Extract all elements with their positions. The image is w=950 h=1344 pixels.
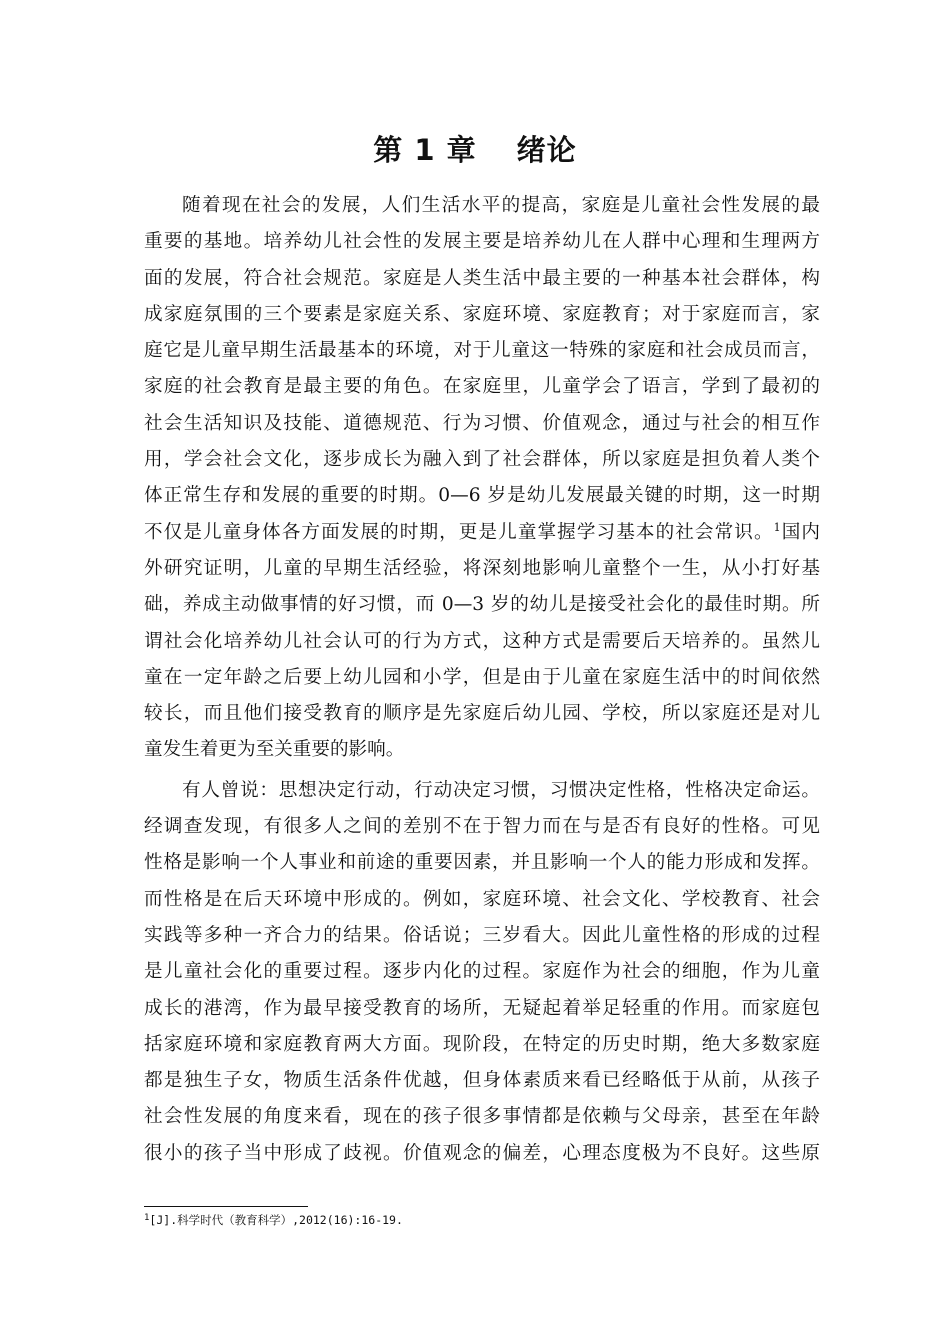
paragraph-line: 括家庭环境和家庭教育两大方面。现阶段，在特定的历史时期，绝大多数家庭 — [144, 1033, 820, 1055]
paragraph-line: 体正常生存和发展的重要的时期。0—6 岁是幼儿发展最关键的时期，这一时期 — [144, 485, 820, 507]
paragraph-line-with-footnote — [144, 515, 820, 551]
footnote-mark: 1 — [144, 1213, 150, 1223]
paragraph-line: 性格是影响一个人事业和前途的重要因素，并且影响一个人的能力形成和发挥。 — [144, 852, 820, 874]
paragraph-line: 很小的孩子当中形成了歧视。价值观念的偏差，心理态度极为不良好。这些原 — [144, 1142, 820, 1164]
paragraph-line: 成家庭氛围的三个要素是家庭关系、家庭环境、家庭教育；对于家庭而言，家 — [144, 303, 820, 325]
paragraph-line: 谓社会化培养幼儿社会认可的行为方式，这种方式是需要后天培养的。虽然儿 — [144, 630, 820, 652]
chapter-name: 绪论 — [516, 133, 577, 167]
paragraph-line: 社会生活知识及技能、道德规范、行为习惯、价值观念，通过与社会的相互作 — [144, 412, 820, 434]
paragraph-2 — [144, 773, 820, 1172]
paragraph-line-tail: 国内 — [780, 521, 820, 543]
footnote-divider — [144, 1206, 308, 1207]
paragraph-line: 是儿童社会化的重要过程。逐步内化的过程。家庭作为社会的细胞，作为儿童 — [144, 961, 820, 983]
paragraph-line: 有人曾说：思想决定行动，行动决定习惯，习惯决定性格，性格决定命运。 — [182, 779, 820, 801]
paragraph-line: 重要的基地。培养幼儿社会性的发展主要是培养幼儿在人群中心理和生理两方 — [144, 231, 820, 253]
footnote-ref[interactable]: 1 — [773, 520, 781, 534]
paragraph-line: 础，养成主动做事情的好习惯，而 0—3 岁的幼儿是接受社会化的最佳时期。所 — [144, 594, 820, 616]
paragraph-line: 面的发展，符合社会规范。家庭是人类生活中最主要的一种基本社会群体，构 — [144, 267, 820, 289]
paragraph-line: 童发生着更为至关重要的影响。 — [144, 739, 405, 761]
paragraph-line: 用，学会社会文化，逐步成长为融入到了社会群体，所以家庭是担负着人类个 — [144, 449, 820, 471]
paragraph-line: 外研究证明，儿童的早期生活经验，将深刻地影响儿童整个一生，从小打好基 — [144, 557, 820, 579]
paragraph-line: 家庭的社会教育是最主要的角色。在家庭里，儿童学会了语言，学到了最初的 — [144, 376, 820, 398]
paragraph-line: 成长的港湾，作为最早接受教育的场所，无疑起着举足轻重的作用。而家庭包 — [144, 997, 820, 1019]
paragraph-line: 而性格是在后天环境中形成的。例如，家庭环境、社会文化、学校教育、社会 — [144, 888, 820, 910]
paragraph-line: 庭它是儿童早期生活最基本的环境，对于儿童这一特殊的家庭和社会成员而言， — [144, 340, 820, 362]
footnote — [144, 1212, 403, 1228]
chapter-title — [0, 128, 950, 169]
chapter-number: 第 1 章 — [373, 133, 477, 167]
paragraph-line: 社会性发展的角度来看，现在的孩子很多事情都是依赖与父母亲，甚至在年龄 — [144, 1106, 820, 1128]
paragraph-line-text: 不仅是儿童身体各方面发展的时期，更是儿童掌握学习基本的社会常识。 — [144, 521, 774, 543]
paragraph-line: 经调查发现，有很多人之间的差别不在于智力而在与是否有良好的性格。可见 — [144, 816, 820, 838]
paragraph-line: 较长，而且他们接受教育的顺序是先家庭后幼儿园、学校，所以家庭还是对儿 — [144, 703, 820, 725]
paragraph-1 — [144, 188, 820, 769]
footnote-text: [J].科学时代（教育科学）,2012(16):16-19. — [149, 1213, 403, 1227]
paragraph-line: 实践等多种一齐合力的结果。俗话说；三岁看大。因此儿童性格的形成的过程 — [144, 924, 820, 946]
paragraph-line: 童在一定年龄之后要上幼儿园和小学，但是由于儿童在家庭生活中的时间依然 — [144, 666, 820, 688]
paragraph-line: 都是独生子女，物质生活条件优越，但身体素质来看已经略低于从前，从孩子 — [144, 1070, 820, 1092]
body-text — [144, 188, 820, 1172]
paragraph-line: 随着现在社会的发展，人们生活水平的提高，家庭是儿童社会性发展的最 — [182, 195, 820, 216]
